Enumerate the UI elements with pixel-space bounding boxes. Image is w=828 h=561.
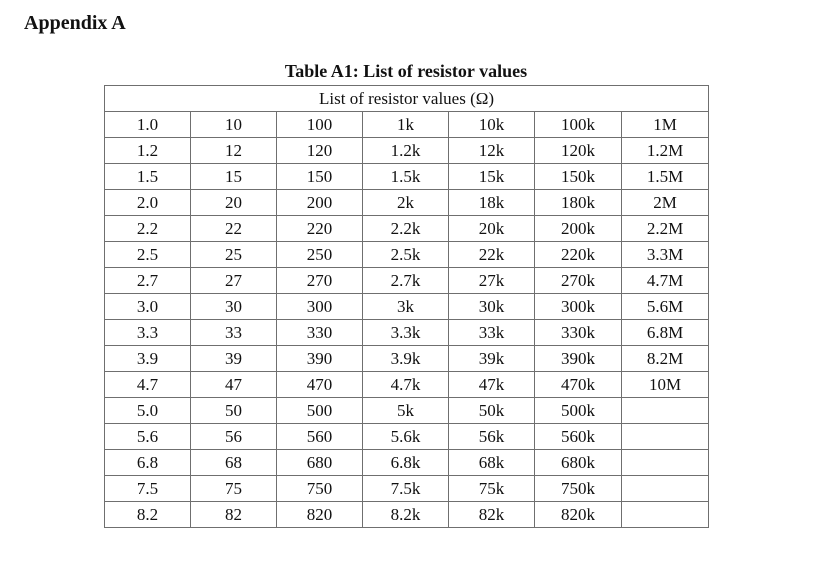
table-cell: 2.5k — [363, 242, 449, 268]
table-cell: 7.5k — [363, 476, 449, 502]
table-cell: 1k — [363, 112, 449, 138]
table-cell: 150 — [277, 164, 363, 190]
table-cell: 2.2k — [363, 216, 449, 242]
table-cell: 39k — [449, 346, 535, 372]
table-cell: 20k — [449, 216, 535, 242]
table-cell: 680 — [277, 450, 363, 476]
table-cell — [622, 502, 709, 528]
table-cell: 200k — [535, 216, 622, 242]
table-cell: 33 — [191, 320, 277, 346]
table-cell: 10k — [449, 112, 535, 138]
table-cell: 33k — [449, 320, 535, 346]
table-cell: 1.5M — [622, 164, 709, 190]
table-cell: 6.8 — [105, 450, 191, 476]
table-cell: 5.6 — [105, 424, 191, 450]
table-row — [105, 190, 709, 216]
table-cell: 5.6M — [622, 294, 709, 320]
resistor-values-table — [104, 85, 709, 528]
table-row — [105, 424, 709, 450]
table-row — [105, 476, 709, 502]
table-row — [105, 242, 709, 268]
table-cell: 120k — [535, 138, 622, 164]
table-cell: 15 — [191, 164, 277, 190]
subtitle-row — [105, 86, 709, 112]
table-cell: 12 — [191, 138, 277, 164]
table-cell: 7.5 — [105, 476, 191, 502]
table-cell: 22 — [191, 216, 277, 242]
table-cell: 82k — [449, 502, 535, 528]
table-cell: 56 — [191, 424, 277, 450]
table-cell: 82 — [191, 502, 277, 528]
table-cell: 68k — [449, 450, 535, 476]
table-cell: 6.8M — [622, 320, 709, 346]
table-cell: 18k — [449, 190, 535, 216]
table-cell: 3.9 — [105, 346, 191, 372]
table-cell: 5k — [363, 398, 449, 424]
table-cell: 25 — [191, 242, 277, 268]
table-cell: 300 — [277, 294, 363, 320]
table-cell: 3.3k — [363, 320, 449, 346]
table-body — [105, 86, 709, 528]
table-cell: 180k — [535, 190, 622, 216]
table-cell: 39 — [191, 346, 277, 372]
table-cell: 3.3M — [622, 242, 709, 268]
table-cell: 200 — [277, 190, 363, 216]
table-cell: 27k — [449, 268, 535, 294]
table-cell: 2.7 — [105, 268, 191, 294]
table-cell: 500 — [277, 398, 363, 424]
table-row — [105, 502, 709, 528]
table-row — [105, 112, 709, 138]
table-cell: 120 — [277, 138, 363, 164]
table-row — [105, 346, 709, 372]
table-cell: 47 — [191, 372, 277, 398]
table-cell: 15k — [449, 164, 535, 190]
table-cell — [622, 398, 709, 424]
table-row — [105, 450, 709, 476]
table-caption: Table A1: List of resistor values — [284, 61, 528, 81]
table-cell: 10M — [622, 372, 709, 398]
table-cell: 4.7 — [105, 372, 191, 398]
table-cell: 27 — [191, 268, 277, 294]
table-cell — [622, 424, 709, 450]
table-cell: 8.2 — [105, 502, 191, 528]
table-cell: 560k — [535, 424, 622, 450]
table-cell: 30k — [449, 294, 535, 320]
table-cell: 300k — [535, 294, 622, 320]
table-cell: 3.0 — [105, 294, 191, 320]
table-cell: 100 — [277, 112, 363, 138]
table-cell: 56k — [449, 424, 535, 450]
table-cell: 270k — [535, 268, 622, 294]
table-cell: 68 — [191, 450, 277, 476]
table-cell: 820k — [535, 502, 622, 528]
table-cell: 2.5 — [105, 242, 191, 268]
table-cell: 1.0 — [105, 112, 191, 138]
table-row — [105, 294, 709, 320]
table-cell: 2.0 — [105, 190, 191, 216]
table-cell: 560 — [277, 424, 363, 450]
table-cell: 75 — [191, 476, 277, 502]
table-cell: 390k — [535, 346, 622, 372]
table-cell: 3.9k — [363, 346, 449, 372]
table-cell: 10 — [191, 112, 277, 138]
table-cell: 12k — [449, 138, 535, 164]
table-row — [105, 268, 709, 294]
table-row — [105, 398, 709, 424]
table-cell: 220k — [535, 242, 622, 268]
table-cell: 1.2 — [105, 138, 191, 164]
table-row — [105, 372, 709, 398]
table-row — [105, 164, 709, 190]
table-cell: 470 — [277, 372, 363, 398]
table-cell: 1.5k — [363, 164, 449, 190]
table-cell: 250 — [277, 242, 363, 268]
table-cell: 30 — [191, 294, 277, 320]
table-cell: 750 — [277, 476, 363, 502]
table-cell: 390 — [277, 346, 363, 372]
table-cell: 270 — [277, 268, 363, 294]
table-cell: 330k — [535, 320, 622, 346]
table-cell: 50 — [191, 398, 277, 424]
table-cell: 4.7k — [363, 372, 449, 398]
table-cell: 100k — [535, 112, 622, 138]
table-row — [105, 320, 709, 346]
table-cell: 1M — [622, 112, 709, 138]
table-cell: 8.2k — [363, 502, 449, 528]
table-subtitle: List of resistor values (Ω) — [105, 86, 709, 112]
table-cell — [622, 450, 709, 476]
table-cell: 2.2 — [105, 216, 191, 242]
table-cell — [622, 476, 709, 502]
table-row — [105, 138, 709, 164]
table-cell: 5.6k — [363, 424, 449, 450]
table-cell: 75k — [449, 476, 535, 502]
appendix-heading: Appendix A — [24, 12, 126, 34]
table-cell: 3.3 — [105, 320, 191, 346]
table-cell: 500k — [535, 398, 622, 424]
table-cell: 2M — [622, 190, 709, 216]
table-cell: 20 — [191, 190, 277, 216]
table-cell: 2k — [363, 190, 449, 216]
table-cell: 470k — [535, 372, 622, 398]
table-cell: 1.5 — [105, 164, 191, 190]
table-cell: 6.8k — [363, 450, 449, 476]
table-cell: 820 — [277, 502, 363, 528]
table-cell: 220 — [277, 216, 363, 242]
table-cell: 1.2k — [363, 138, 449, 164]
table-cell: 330 — [277, 320, 363, 346]
table-cell: 50k — [449, 398, 535, 424]
table-cell: 150k — [535, 164, 622, 190]
table-cell: 8.2M — [622, 346, 709, 372]
table-row — [105, 216, 709, 242]
table-cell: 47k — [449, 372, 535, 398]
table-cell: 2.7k — [363, 268, 449, 294]
table-cell: 5.0 — [105, 398, 191, 424]
table-cell: 4.7M — [622, 268, 709, 294]
table-cell: 1.2M — [622, 138, 709, 164]
table-cell: 750k — [535, 476, 622, 502]
table-cell: 3k — [363, 294, 449, 320]
table-cell: 22k — [449, 242, 535, 268]
table-cell: 680k — [535, 450, 622, 476]
table-cell: 2.2M — [622, 216, 709, 242]
